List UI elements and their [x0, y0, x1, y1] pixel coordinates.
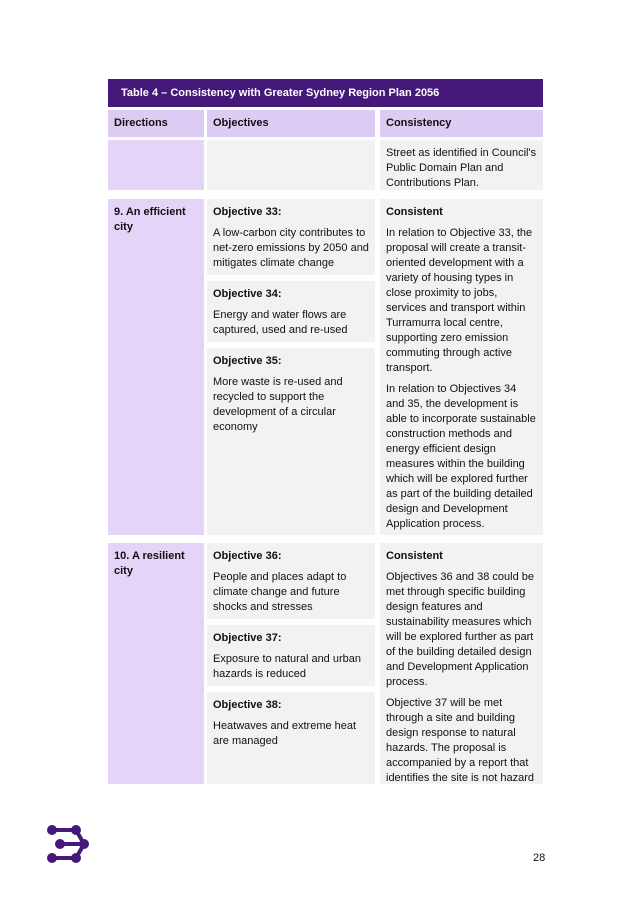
consistency-cell-continued [380, 140, 543, 190]
header-directions: Directions [108, 110, 204, 137]
direction-9 [108, 199, 204, 535]
objective-35 [207, 348, 375, 535]
consistency-text: Street as identified in Council's Public Domain Plan and Contributions Plan. [386, 147, 537, 189]
objective-text: Energy and water flows are captured, used and re-used [213, 309, 348, 336]
objective-text: People and places adapt to climate change and future shocks and stresses [213, 571, 347, 613]
objective-text: A low-carbon city contributes to net-zero emissions by 2050 and mitigates climate change [213, 227, 369, 269]
table-title: Table 4 – Consistency with Greater Sydney Region Plan 2056 [108, 79, 543, 107]
objective-title: Objective 38: [213, 699, 282, 711]
direction-label: 10. A resilient city [114, 550, 185, 577]
objective-37 [207, 625, 375, 686]
objective-38 [207, 692, 375, 784]
objective-title: Objective 37: [213, 632, 282, 644]
brand-logo-icon [46, 824, 90, 864]
direction-10 [108, 543, 204, 784]
page-number: 28 [533, 852, 546, 864]
objective-36 [207, 543, 375, 619]
consistency-10 [380, 543, 543, 784]
objective-text: Exposure to natural and urban hazards is reduced [213, 653, 361, 680]
header-consistency: Consistency [380, 110, 543, 137]
direction-label: 9. An efficient city [114, 206, 186, 233]
header-objectives: Objectives [207, 110, 375, 137]
objective-title: Objective 35: [213, 355, 282, 367]
objective-title: Objective 36: [213, 550, 282, 562]
consistency-paragraph: In relation to Objective 33, the proposal will create a transit-oriented development with a variety of housing types in close proximity to jobs, services and transport within Turramurra local centre, supporting zero emission commuting through active transport. [386, 227, 533, 374]
consistency-paragraph: In relation to Objectives 34 and 35, the development is able to incorporate sustainable construction methods and energy efficient design measures within the building which will be explored further as part of the building detailed design and Development Application process. [386, 383, 536, 530]
objective-title: Objective 34: [213, 288, 282, 300]
objective-cell-continued [207, 140, 375, 190]
objective-text: More waste is re-used and recycled to support the development of a circular economy [213, 376, 343, 433]
objective-text: Heatwaves and extreme heat are managed [213, 720, 357, 747]
consistency-status: Consistent [386, 206, 443, 218]
consistency-table [108, 79, 543, 784]
consistency-status: Consistent [386, 550, 443, 562]
consistency-9 [380, 199, 543, 535]
direction-cell-continued [108, 140, 204, 190]
objective-title: Objective 33: [213, 206, 282, 218]
consistency-paragraph: Objective 37 will be met through a site and building design response to natural hazards. The proposal is accompanied by a report that identifies the site is not hazard [386, 697, 534, 784]
consistency-paragraph: Objectives 36 and 38 could be met through specific building design features and sustainability measures which will be explored further as part of the building detailed design and Development Application process. [386, 571, 534, 688]
objective-33 [207, 199, 375, 275]
objective-34 [207, 281, 375, 342]
